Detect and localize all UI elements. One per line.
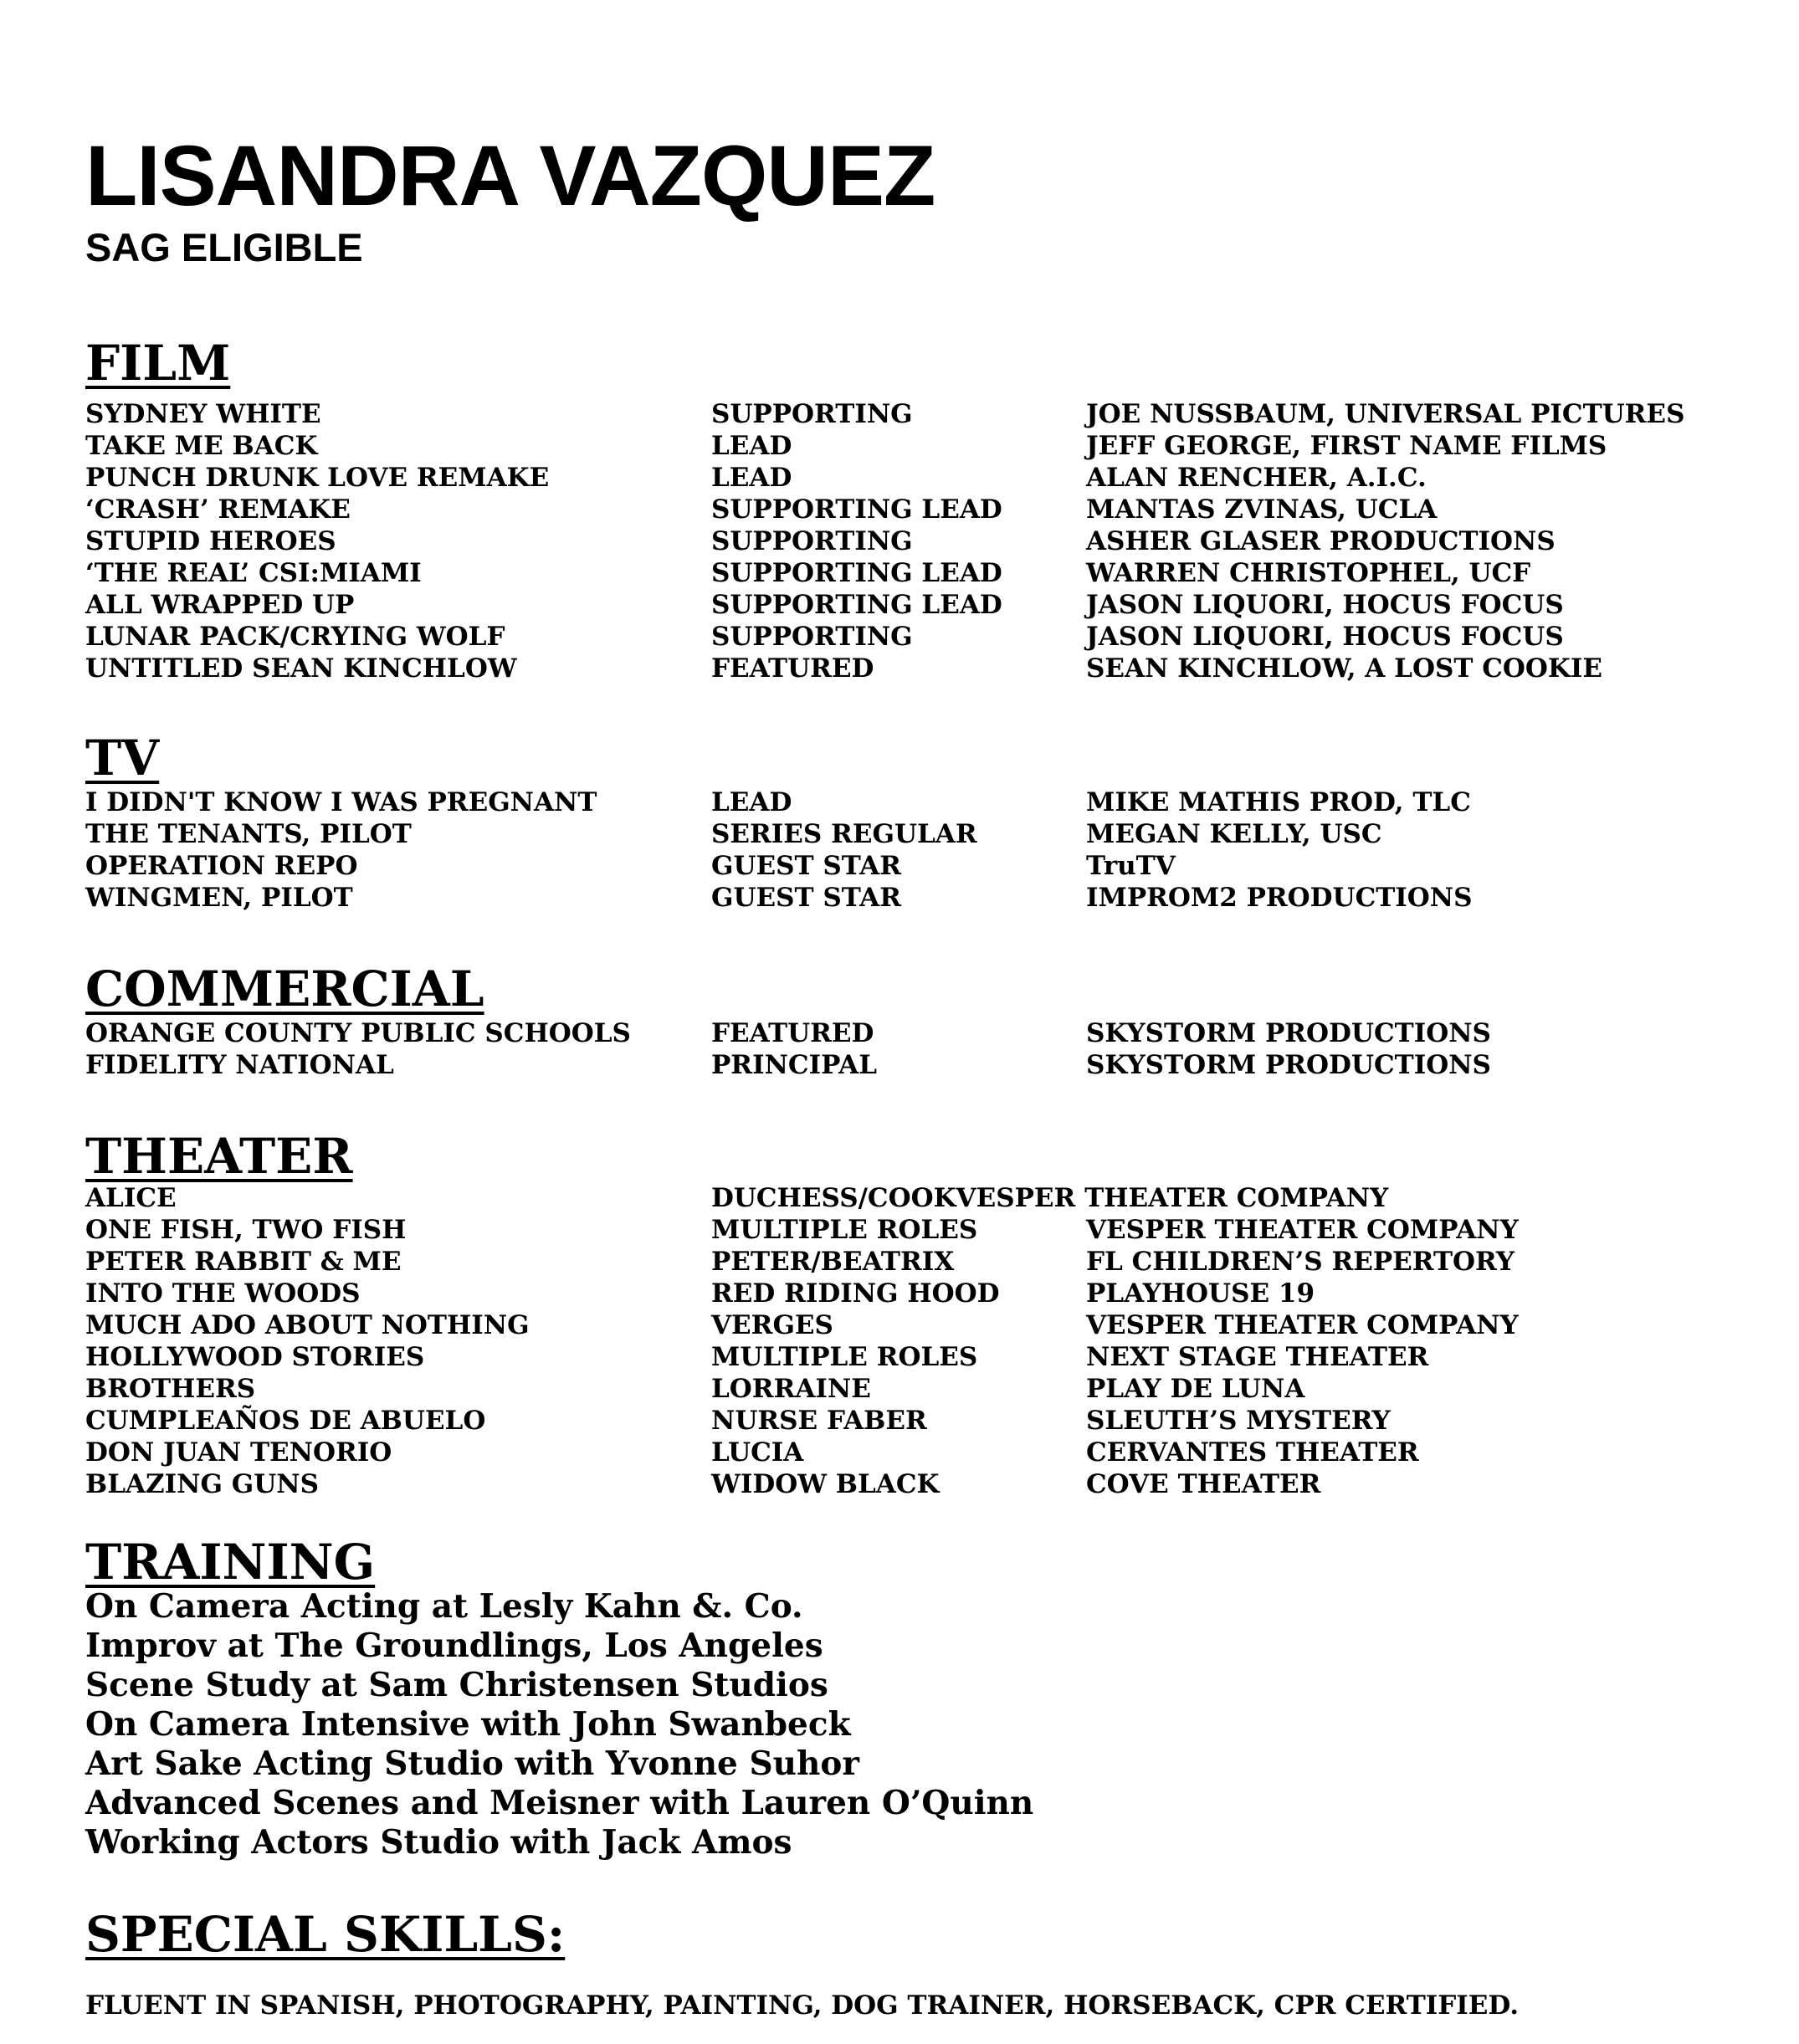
credit-role: FEATURED bbox=[711, 653, 874, 684]
credit-role: GUEST STAR bbox=[711, 883, 901, 913]
credit-company: JOE NUSSBAUM, UNIVERSAL PICTURES bbox=[1086, 399, 1685, 429]
credit-title: BROTHERS bbox=[85, 1374, 256, 1404]
credit-company: WARREN CHRISTOPHEL, UCF bbox=[1086, 558, 1531, 588]
credit-row bbox=[85, 1182, 1759, 1214]
credit-role: LEAD bbox=[711, 431, 792, 461]
credit-row bbox=[85, 494, 1759, 525]
credit-company: TruTV bbox=[1086, 851, 1176, 881]
credit-company: VESPER THEATER COMPANY bbox=[1086, 1310, 1519, 1340]
credit-company: MIKE MATHIS PROD, TLC bbox=[1086, 787, 1471, 817]
credit-title: MUCH ADO ABOUT NOTHING bbox=[85, 1310, 530, 1340]
credit-row bbox=[85, 653, 1759, 684]
credit-title: FIDELITY NATIONAL bbox=[85, 1050, 394, 1080]
credit-row bbox=[85, 818, 1759, 850]
credit-row bbox=[85, 1278, 1759, 1309]
credit-title: ‘THE REAL’ CSI:MIAMI bbox=[85, 558, 422, 588]
credit-title: ALL WRAPPED UP bbox=[85, 590, 355, 620]
credit-row bbox=[85, 1049, 1759, 1081]
credit-title: ‘CRASH’ REMAKE bbox=[85, 494, 351, 525]
section-heading-special-skills: SPECIAL SKILLS: bbox=[85, 1906, 566, 1963]
credit-title: I DIDN'T KNOW I WAS PREGNANT bbox=[85, 787, 597, 817]
credit-company: JASON LIQUORI, HOCUS FOCUS bbox=[1086, 590, 1564, 620]
credit-row bbox=[85, 621, 1759, 653]
credit-role: PRINCIPAL bbox=[711, 1050, 877, 1080]
credit-role: LUCIA bbox=[711, 1437, 804, 1468]
credit-company: MEGAN KELLY, USC bbox=[1086, 819, 1382, 849]
credit-role: WIDOW BLACK bbox=[711, 1469, 940, 1499]
credit-role: LORRAINE bbox=[711, 1374, 871, 1404]
credit-title: STUPID HEROES bbox=[85, 526, 336, 556]
credit-row bbox=[85, 1373, 1759, 1405]
credit-role: VERGES bbox=[711, 1310, 833, 1340]
credit-company: SLEUTH’S MYSTERY bbox=[1086, 1406, 1391, 1436]
credit-row bbox=[85, 589, 1759, 621]
credit-title: HOLLYWOOD STORIES bbox=[85, 1342, 425, 1372]
credit-company: VESPER THEATER COMPANY bbox=[1086, 1215, 1519, 1245]
section-heading-theater: THEATER bbox=[85, 1128, 353, 1185]
credit-company: SEAN KINCHLOW, A LOST COOKIE bbox=[1086, 653, 1602, 684]
credit-company: PLAYHOUSE 19 bbox=[1086, 1278, 1315, 1309]
credit-company: ASHER GLASER PRODUCTIONS bbox=[1086, 526, 1556, 556]
credit-role: MULTIPLE ROLES bbox=[711, 1215, 978, 1245]
training-item: Improv at The Groundlings, Los Angeles bbox=[85, 1626, 823, 1665]
film-credits bbox=[85, 398, 1759, 684]
credit-role: RED RIDING HOOD bbox=[711, 1278, 1000, 1309]
credit-title: THE TENANTS, PILOT bbox=[85, 819, 412, 849]
credit-row bbox=[85, 525, 1759, 557]
training-item: Scene Study at Sam Christensen Studios bbox=[85, 1666, 828, 1704]
credit-row bbox=[85, 1437, 1759, 1468]
credit-company: COVE THEATER bbox=[1086, 1469, 1321, 1499]
section-heading-film: FILM bbox=[85, 335, 231, 392]
credit-company: JEFF GEORGE, FIRST NAME FILMS bbox=[1086, 431, 1607, 461]
commercial-credits bbox=[85, 1017, 1759, 1081]
credit-company: MANTAS ZVINAS, UCLA bbox=[1086, 494, 1438, 525]
credit-row bbox=[85, 1468, 1759, 1500]
credit-role: SUPPORTING bbox=[711, 399, 913, 429]
training-item: Advanced Scenes and Meisner with Lauren O’Quinn bbox=[85, 1784, 1034, 1822]
section-heading-tv: TV bbox=[85, 730, 160, 786]
credit-company: PLAY DE LUNA bbox=[1086, 1374, 1305, 1404]
credit-row bbox=[85, 1246, 1759, 1278]
credit-row bbox=[85, 1405, 1759, 1437]
credit-row bbox=[85, 462, 1759, 494]
section-heading-training: TRAINING bbox=[85, 1534, 376, 1591]
credit-company: SKYSTORM PRODUCTIONS bbox=[1086, 1050, 1491, 1080]
training-list bbox=[85, 1587, 1759, 1862]
credit-title: PETER RABBIT & ME bbox=[85, 1247, 402, 1277]
training-item: On Camera Acting at Lesly Kahn &. Co. bbox=[85, 1587, 803, 1626]
training-item: Art Sake Acting Studio with Yvonne Suhor bbox=[85, 1744, 859, 1783]
credit-row bbox=[85, 398, 1759, 430]
credit-title: OPERATION REPO bbox=[85, 851, 358, 881]
credit-title: CUMPLEAÑOS DE ABUELO bbox=[85, 1406, 486, 1436]
credit-title: DON JUAN TENORIO bbox=[85, 1437, 392, 1468]
training-item: On Camera Intensive with John Swanbeck bbox=[85, 1705, 851, 1744]
training-item: Working Actors Studio with Jack Amos bbox=[85, 1823, 792, 1862]
credit-title: INTO THE WOODS bbox=[85, 1278, 361, 1309]
credit-title: WINGMEN, PILOT bbox=[85, 883, 353, 913]
credit-role: SUPPORTING bbox=[711, 622, 913, 652]
credit-role: GUEST STAR bbox=[711, 851, 901, 881]
section-heading-commercial: COMMERCIAL bbox=[85, 961, 484, 1017]
credit-role: PETER/BEATRIX bbox=[711, 1247, 955, 1277]
theater-credits bbox=[85, 1182, 1759, 1500]
credit-role: MULTIPLE ROLES bbox=[711, 1342, 978, 1372]
credit-company: NEXT STAGE THEATER bbox=[1086, 1342, 1429, 1372]
credit-role: FEATURED bbox=[711, 1018, 874, 1048]
credit-row bbox=[85, 557, 1759, 589]
credit-row bbox=[85, 786, 1759, 818]
credit-role: NURSE FABER bbox=[711, 1406, 927, 1436]
credit-row bbox=[85, 1017, 1759, 1049]
credit-title: LUNAR PACK/CRYING WOLF bbox=[85, 622, 505, 652]
special-skills-text: FLUENT IN SPANISH, PHOTOGRAPHY, PAINTING, DOG TRAINER, HORSEBACK, CPR CERTIFIED. bbox=[85, 1990, 1519, 2021]
tv-credits bbox=[85, 786, 1759, 914]
credit-role: SUPPORTING bbox=[711, 526, 913, 556]
credit-role: LEAD bbox=[711, 463, 792, 493]
credit-title: TAKE ME BACK bbox=[85, 431, 318, 461]
credit-row bbox=[85, 430, 1759, 462]
credit-company: JASON LIQUORI, HOCUS FOCUS bbox=[1086, 622, 1564, 652]
credit-row bbox=[85, 1309, 1759, 1341]
credit-title: BLAZING GUNS bbox=[85, 1469, 320, 1499]
union-status: SAG ELIGIBLE bbox=[85, 225, 363, 269]
credit-role: SUPPORTING LEAD bbox=[711, 494, 1002, 525]
credit-title: SYDNEY WHITE bbox=[85, 399, 321, 429]
credit-title: PUNCH DRUNK LOVE REMAKE bbox=[85, 463, 550, 493]
credit-row bbox=[85, 1341, 1759, 1373]
credit-company: IMPROM2 PRODUCTIONS bbox=[1086, 883, 1473, 913]
credit-role: SUPPORTING LEAD bbox=[711, 590, 1002, 620]
credit-title: UNTITLED SEAN KINCHLOW bbox=[85, 653, 517, 684]
credit-company: ALAN RENCHER, A.I.C. bbox=[1086, 463, 1427, 493]
credit-company: SKYSTORM PRODUCTIONS bbox=[1086, 1018, 1491, 1048]
credit-title: ORANGE COUNTY PUBLIC SCHOOLS bbox=[85, 1018, 631, 1048]
credit-company: CERVANTES THEATER bbox=[1086, 1437, 1419, 1468]
credit-row bbox=[85, 1214, 1759, 1246]
actor-name: LISANDRA VAZQUEZ bbox=[85, 128, 935, 223]
credit-title: ONE FISH, TWO FISH bbox=[85, 1215, 407, 1245]
credit-role: SUPPORTING LEAD bbox=[711, 558, 1002, 588]
credit-row bbox=[85, 882, 1759, 914]
credit-role: SERIES REGULAR bbox=[711, 819, 977, 849]
credit-row bbox=[85, 850, 1759, 882]
credit-role: LEAD bbox=[711, 787, 792, 817]
credit-role: DUCHESS/COOKVESPER THEATER COMPANY bbox=[711, 1183, 1389, 1213]
credit-title: ALICE bbox=[85, 1183, 177, 1213]
credit-company: FL CHILDREN’S REPERTORY bbox=[1086, 1247, 1515, 1277]
